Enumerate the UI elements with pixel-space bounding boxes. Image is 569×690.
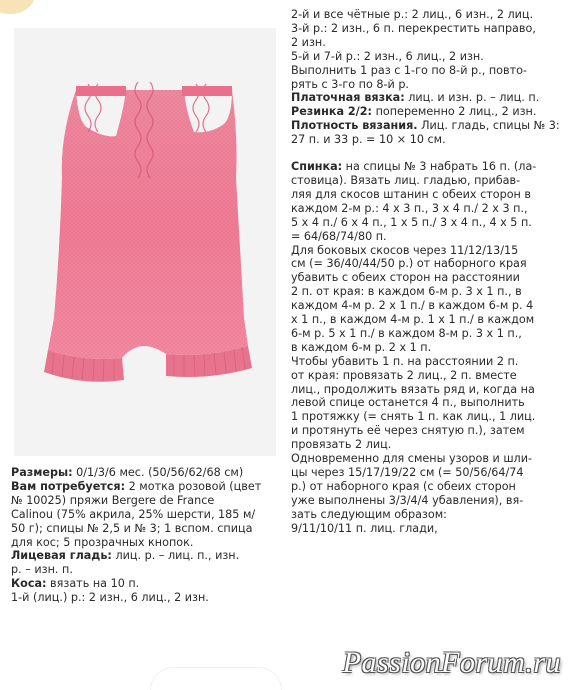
left-text-column — [11, 466, 279, 605]
rib-label: Резинка 2/2: — [291, 105, 373, 119]
materials-label: Вам потребуется: — [11, 479, 126, 493]
sizes-text: 0/1/3/6 мес. (50/56/62/68 см) — [72, 466, 244, 479]
cable-rows-text: 2-й и все чётные р.: 2 лиц., 6 изн., 2 лиц. 3-й р.: 2 изн., 6 п. перекрестить направо, 2 изн. 5-й и 7-й р.: 2 изн., 6 лиц., 2 изн. Выполнить 1 раз с 1-го по 8-й р., повто- рять с 3-го по 8-й р. — [291, 8, 536, 91]
garter-stitch-text: лиц. и изн. р. – лиц. п. — [404, 91, 540, 105]
stockinette-label: Лицевая гладь: — [11, 549, 112, 563]
stockinette-text: лиц. р. – лиц. п., изн. р. – изн. п. — [11, 549, 240, 577]
gauge-label: Плотность вязания. — [291, 119, 418, 133]
sizes-label: Размеры: — [11, 466, 73, 479]
garter-stitch-paragraph — [291, 91, 561, 105]
rib-text: попеременно 2 лиц., 2 изн. — [372, 105, 537, 119]
rib-paragraph — [291, 105, 561, 119]
materials-text: 2 мотка розовой (цвет № 10025) пряжи Bergere de France Calinou (75% акрила, 25% шерсти, 185 м/ 50 г); спицы № 2,5 и № 3; 1 вспом. спица для кос; 5 прозрачных кнопок. — [11, 479, 262, 549]
right-text-column — [291, 8, 561, 536]
faint-background-arc — [150, 667, 282, 690]
baby-romper-illustration — [14, 28, 276, 456]
back-text: на спицы № 3 набрать 16 п. (ла- стовица). Вязать лиц. гладью, прибав- ляя для скосов штанин с обеих сторон в каждом 2-м р.: 4 х 3 п., 3 х 4 п./ 2 х 3 п., 5 х 4 п./ 6 х 4 п., 1 х 5 п./ 3 х 4 п., 4 х 5 п. = 64/68/74/80 п. Для боковых скосов через 11/12/13/15 см (= 36/40/44/50 р.) от наборного края убавить с обеих сторон на расстоянии 2 п. от края: в каждом 6-м р. 3 х 1 п., в каждом 4-м р. 2 х 1 п./ в каждом 6-м р. 4 х 1 п., в каждом 4-м р. 1 х 1 п./ в каждом 6-м р. 5 х 1 п./ в каждом 8-м р. 3 х 1 п., в каждом 6-м р. 2 х 1 п. Чтобы убавить 1 п. на расстоянии 2 п. от края: провязать 2 лиц., 2 п. вместе лиц., продолжить вязать ряд и, когда на левой спице останется 4 п., выполнить 1 протяжку (= снять 1 п. как лиц., 1 лиц. и протянуть её через снятую п.), затем провязать 2 лиц. Одновременно для смены узоров и шли- цы через 15/17/19/22 см (= 50/56/64/74 р.) от наборного края (с обеих сторон уже выполнены 3/3/4/4 убавления), вя- зать следующим образом: 9/11/10/11 п. лиц. глади, — [291, 160, 537, 535]
cable-label: Коса: — [11, 577, 47, 591]
left-strap — [76, 86, 126, 96]
cable-row-1: 1-й (лиц.) р.: 2 изн., 6 лиц., 2 изн. — [11, 591, 209, 605]
gauge-paragraph — [291, 119, 561, 147]
garter-stitch-label: Платочная вязка: — [291, 91, 405, 105]
site-watermark: PassionForum.ru — [342, 646, 561, 679]
right-strap — [182, 86, 232, 96]
back-label: Спинка: — [291, 160, 343, 174]
garment-photo — [14, 28, 276, 456]
cable-text: вязать на 10 п. — [46, 577, 140, 591]
cable-paragraph — [11, 577, 279, 591]
decorative-corner-shape — [0, 0, 34, 14]
materials-paragraph — [11, 480, 279, 550]
stockinette-paragraph — [11, 549, 279, 577]
back-paragraph — [291, 160, 561, 535]
sizes-paragraph — [11, 466, 279, 480]
gauge-text: Лиц. гладь, спицы № 3: 27 п. и 33 р. = 10 × 10 см. — [291, 119, 560, 147]
